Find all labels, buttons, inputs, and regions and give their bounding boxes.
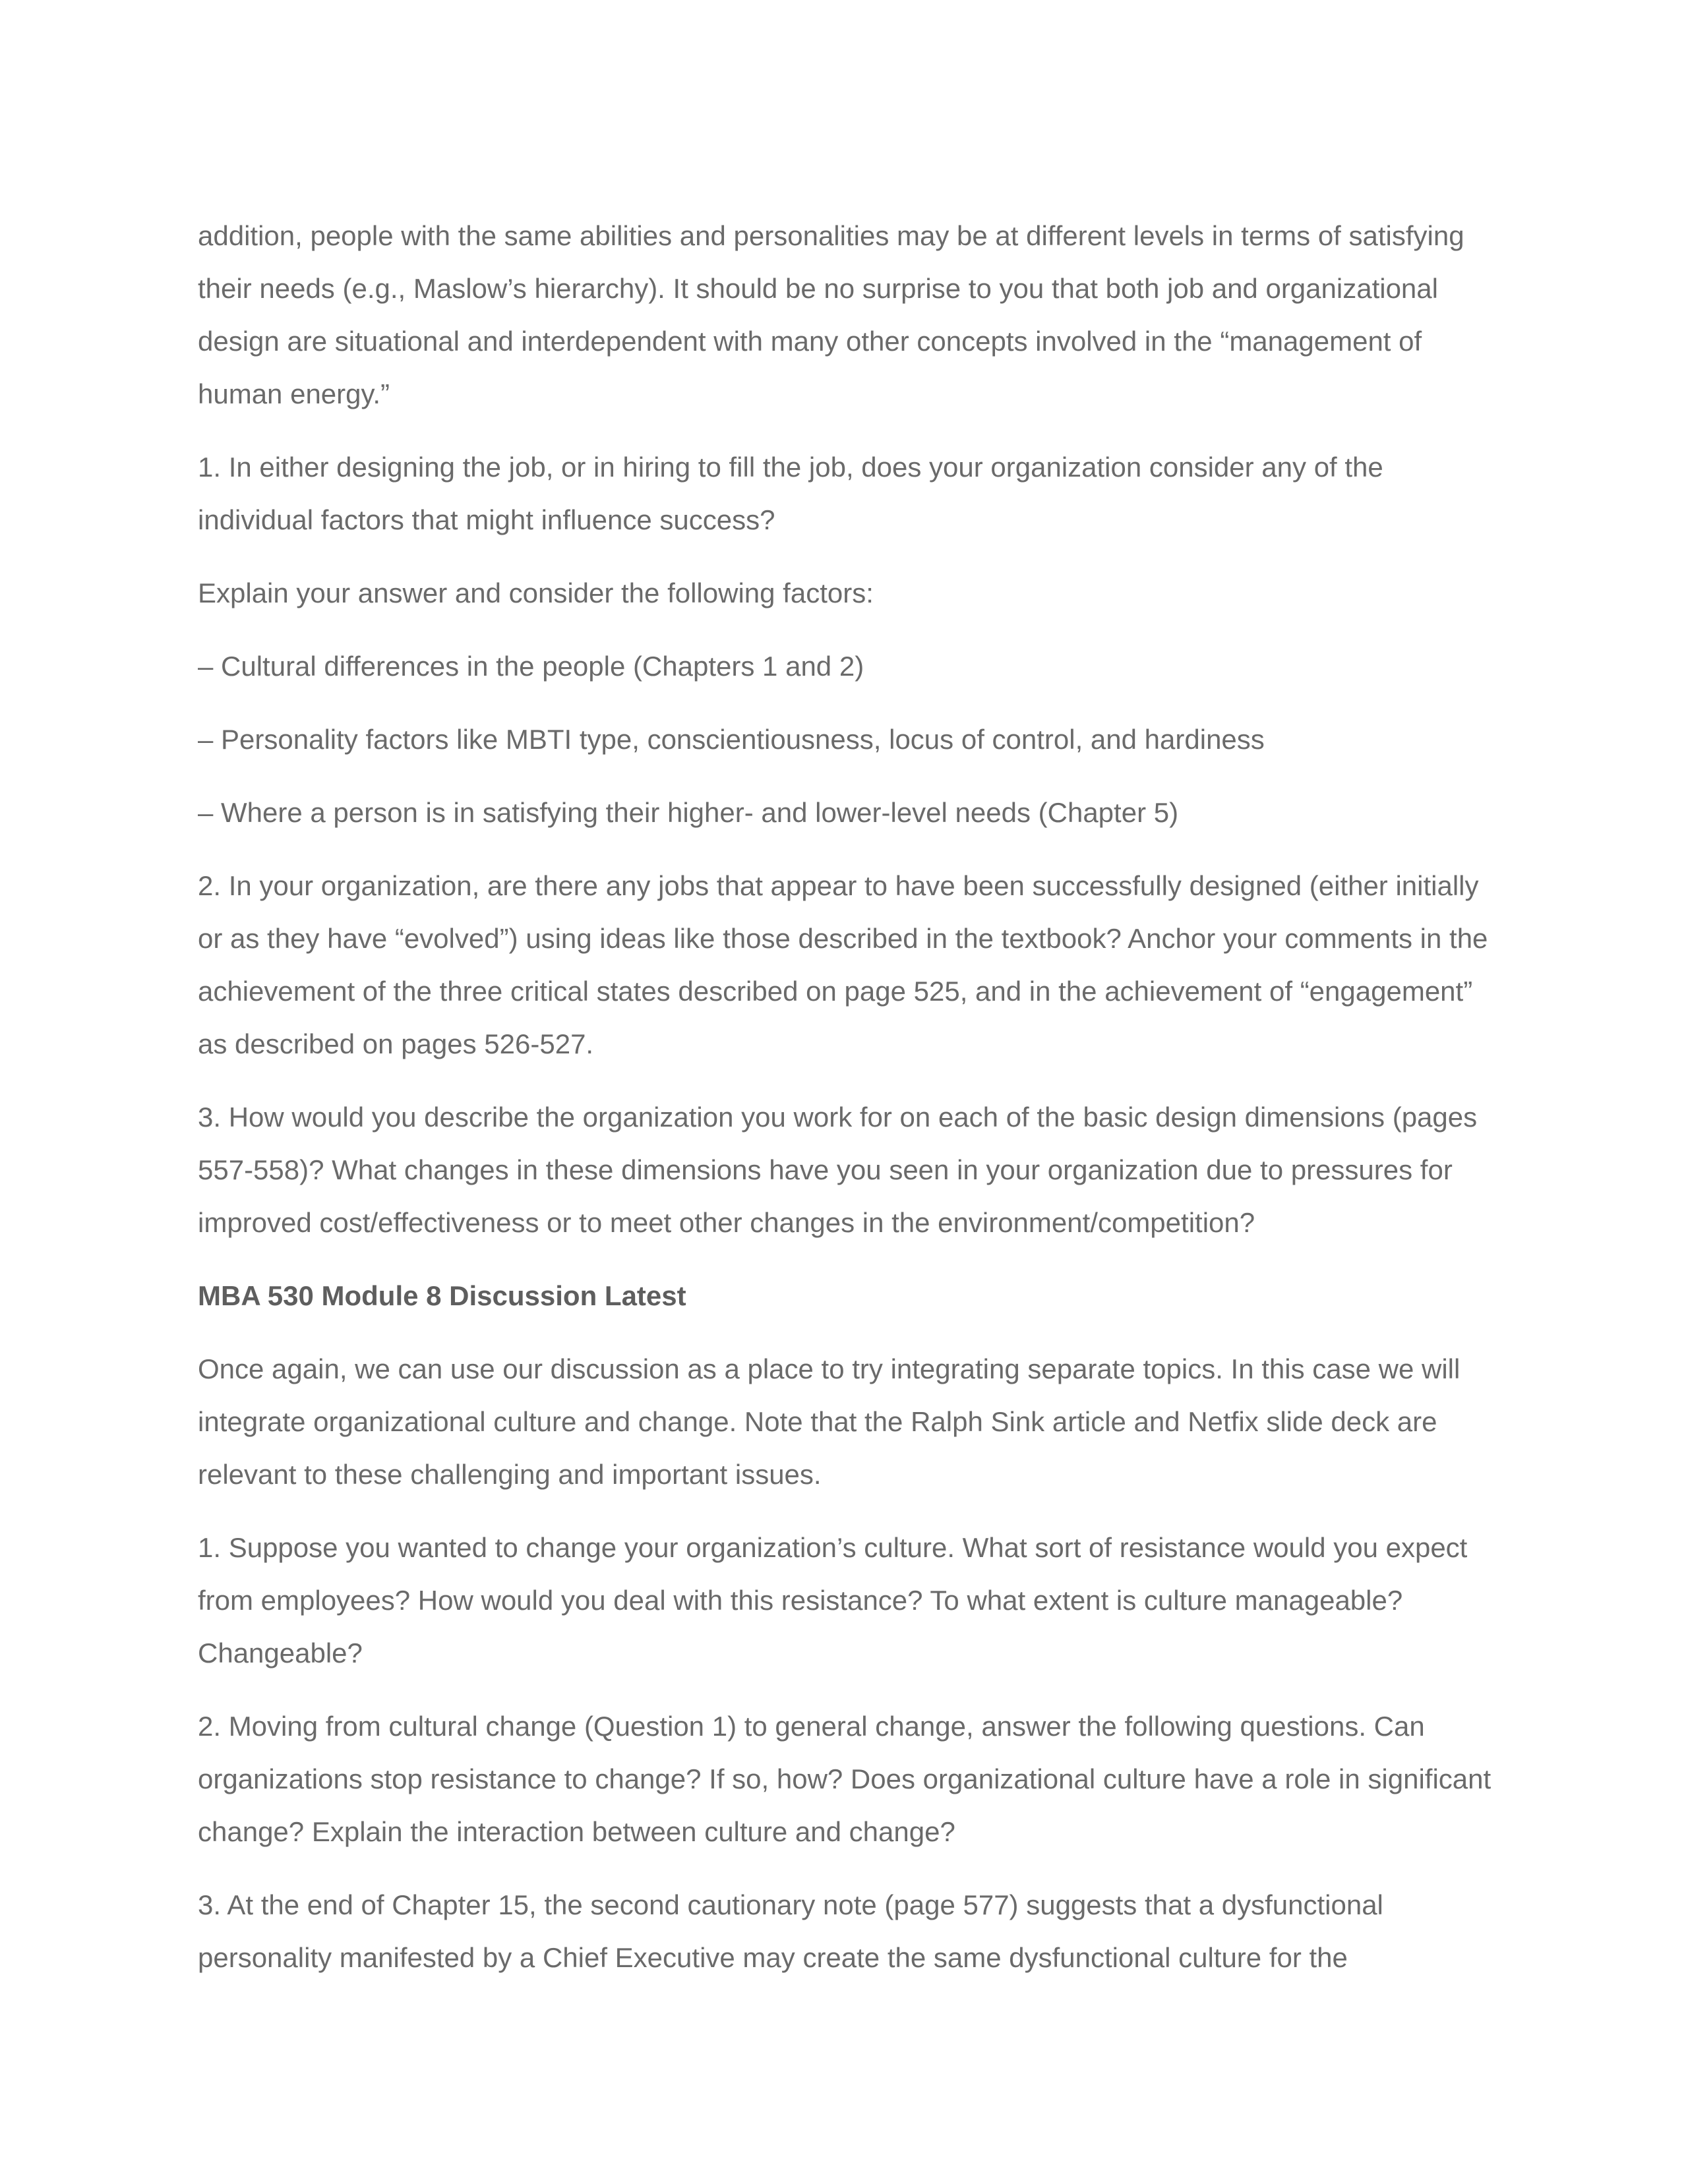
text-line: Changeable? [198,1638,363,1668]
text-line: 2. In your organization, are there any jobs that appear to have been successfully designed (either initially [198,870,1479,901]
text-line: 3. At the end of Chapter 15, the second cautionary note (page 577) suggests that a dysfunctional [198,1889,1383,1920]
text-line: achievement of the three critical states described on page 525, and in the achievement of “engagement” [198,976,1473,1007]
text-line: 2. Moving from cultural change (Question 1) to general change, answer the following questions. Can [198,1711,1425,1742]
text-line: 3. How would you describe the organization you work for on each of the basic design dimensions (pages [198,1102,1478,1133]
text-line: 1. Suppose you wanted to change your organization’s culture. What sort of resistance would you expect [198,1532,1468,1563]
question-2-paragraph [198,860,1503,1071]
text-line: from employees? How would you deal with this resistance? To what extent is culture manageable? [198,1585,1403,1616]
text-line: Once again, we can use our discussion as a place to try integrating separate topics. In this case we will [198,1353,1461,1384]
explain-paragraph: Explain your answer and consider the following factors: [198,577,874,608]
text-line: integrate organizational culture and change. Note that the Ralph Sink article and Netfix slide deck are [198,1406,1437,1437]
text-line: 1. In either designing the job, or in hiring to fill the job, does your organization consider any of the [198,452,1383,483]
factor-item-needs: – Where a person is in satisfying their higher- and lower-level needs (Chapter 5) [198,797,1179,828]
intro-paragraph [198,210,1503,421]
text-line: design are situational and interdependent with many other concepts involved in the “management of [198,326,1422,357]
text-line: individual factors that might influence success? [198,504,775,535]
module-8-heading: MBA 530 Module 8 Discussion Latest [198,1280,686,1311]
document-body [198,210,1503,2005]
text-line: human energy.” [198,378,390,409]
text-line: relevant to these challenging and important issues. [198,1459,822,1490]
text-line: change? Explain the interaction between culture and change? [198,1816,955,1847]
text-line: their needs (e.g., Maslow’s hierarchy). It should be no surprise to you that both job and organizational [198,273,1438,304]
text-line: as described on pages 526-527. [198,1028,594,1059]
factor-item-cultural: – Cultural differences in the people (Chapters 1 and 2) [198,651,864,682]
text-line: addition, people with the same abilities and personalities may be at different levels in terms of satisfying [198,220,1464,251]
module-8-question-2-paragraph [198,1700,1503,1858]
text-line: or as they have “evolved”) using ideas like those described in the textbook? Anchor your comments in the [198,923,1488,954]
question-3-paragraph [198,1091,1503,1249]
module-8-question-3-paragraph [198,1879,1503,1984]
text-line: organizations stop resistance to change? If so, how? Does organizational culture have a role in significant [198,1763,1492,1794]
module-8-question-1-paragraph [198,1521,1503,1680]
question-1-paragraph [198,441,1503,546]
text-line: improved cost/effectiveness or to meet other changes in the environment/competition? [198,1207,1255,1238]
text-line: 557-558)? What changes in these dimensions have you seen in your organization due to pressures for [198,1154,1453,1185]
module-8-intro-paragraph [198,1343,1503,1501]
text-line: personality manifested by a Chief Executive may create the same dysfunctional culture for the [198,1942,1348,1973]
factor-item-personality: – Personality factors like MBTI type, conscientiousness, locus of control, and hardiness [198,724,1265,755]
